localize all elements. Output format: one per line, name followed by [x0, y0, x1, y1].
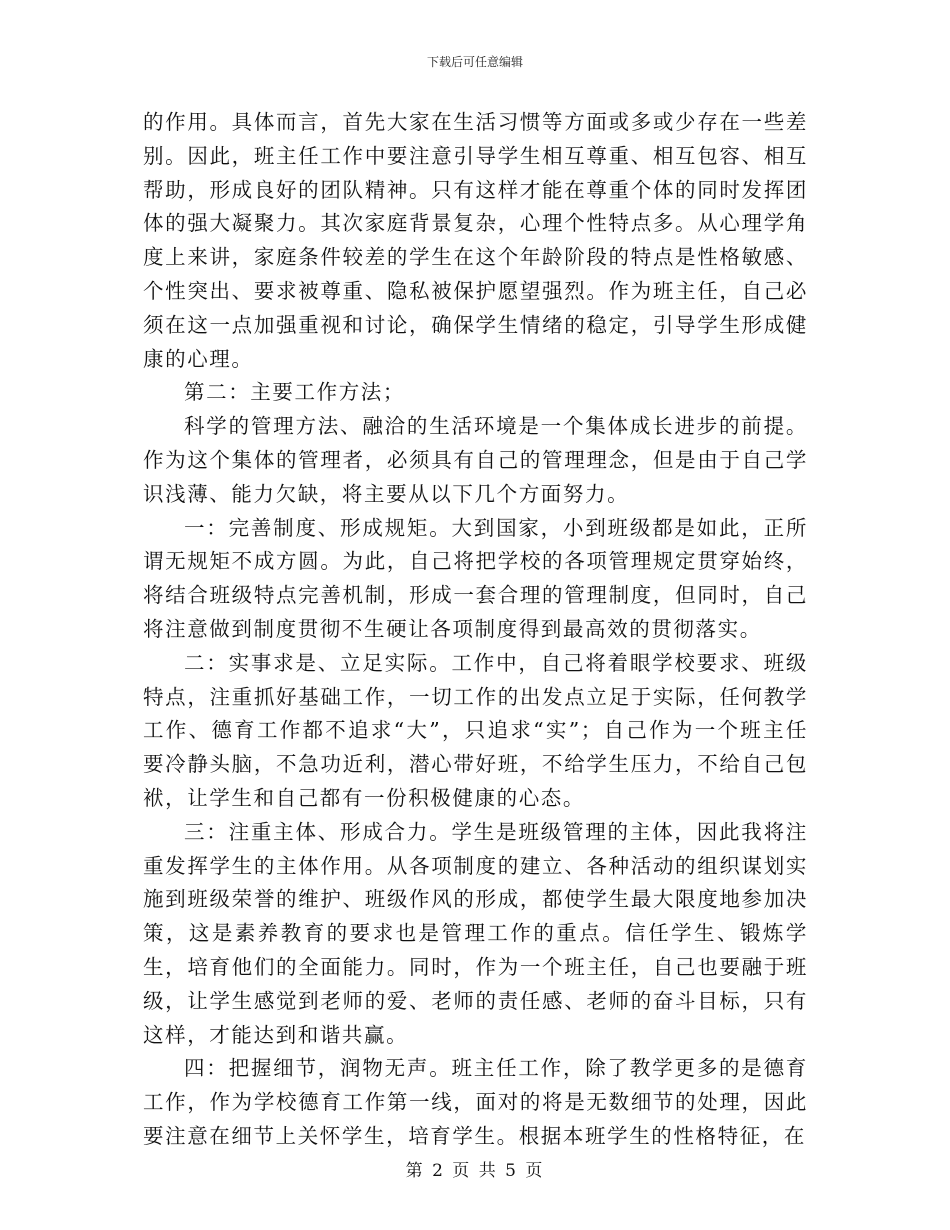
body-paragraph: 的作用。具体而言，首先大家在生活习惯等方面或多或少存在一些差别。因此，班主任工作中要注意引导学生相互尊重、相互包容、相互帮助，形成良好的团队精神。只有这样才能在尊重个体的同时发挥团体的强大凝聚力。其次家庭背景复杂，心理个性特点多。从心理学角度上来讲，家庭条件较差的学生在这个年龄阶段的特点是性格敏感、个性突出、要求被尊重、隐私被保护愿望强烈。作为班主任，自己必须在这一点加强重视和讨论，确保学生情绪的稳定，引导学生形成健康的心理。 — [143, 110, 808, 371]
section-heading: 第二：主要工作方法； — [184, 380, 405, 405]
body-paragraph: 三：注重主体、形成合力。学生是班级管理的主体，因此我将注重发挥学生的主体作用。从各项制度的建立、各种活动的组织谋划实施到班级荣誉的维护、班级作风的形成，都使学生最大限度地参加决策，这是素养教育的要求也是管理工作的重点。信任学生、锻炼学生，培育他们的全面能力。同时，作为一个班主任，自己也要融于班级，让学生感觉到老师的爱、老师的责任感、老师的奋斗目标，只有这样，才能达到和谐共赢。 — [143, 819, 808, 1047]
body-paragraph: 科学的管理方法、融洽的生活环境是一个集体成长进步的前提。作为这个集体的管理者，必须具有自己的管理理念，但是由于自己学识浅薄、能力欠缺，将主要从以下几个方面努力。 — [143, 414, 808, 506]
page-header: 下载后可任意编辑 — [426, 55, 523, 69]
body-paragraph: 二：实事求是、立足实际。工作中，自己将着眼学校要求、班级特点，注重抓好基础工作，一切工作的出发点立足于实际，任何教学工作、德育工作都不追求“大”，只追求“实”；自己作为一个班主任要冷静头脑，不急功近利，潜心带好班，不给学生压力，不给自己包袱，让学生和自己都有一份积极健康的心态。 — [143, 650, 808, 810]
body-paragraph: 一：完善制度、形成规矩。大到国家，小到班级都是如此，正所谓无规矩不成方圆。为此，自己将把学校的各项管理规定贯穿始终，将结合班级特点完善机制，形成一套合理的管理制度，但同时，自己将注意做到制度贯彻不生硬让各项制度得到最高效的贯彻落实。 — [143, 515, 808, 641]
page-number: 第 2 页 共 5 页 — [405, 1161, 545, 1181]
body-paragraph: 四：把握细节，润物无声。班主任工作，除了教学更多的是德育工作，作为学校德育工作第一线，面对的将是无数细节的处理，因此要注意在细节上关怀学生，培育学生。根据本班学生的性格特征，在 — [143, 1056, 808, 1148]
document-body — [143, 106, 808, 1154]
